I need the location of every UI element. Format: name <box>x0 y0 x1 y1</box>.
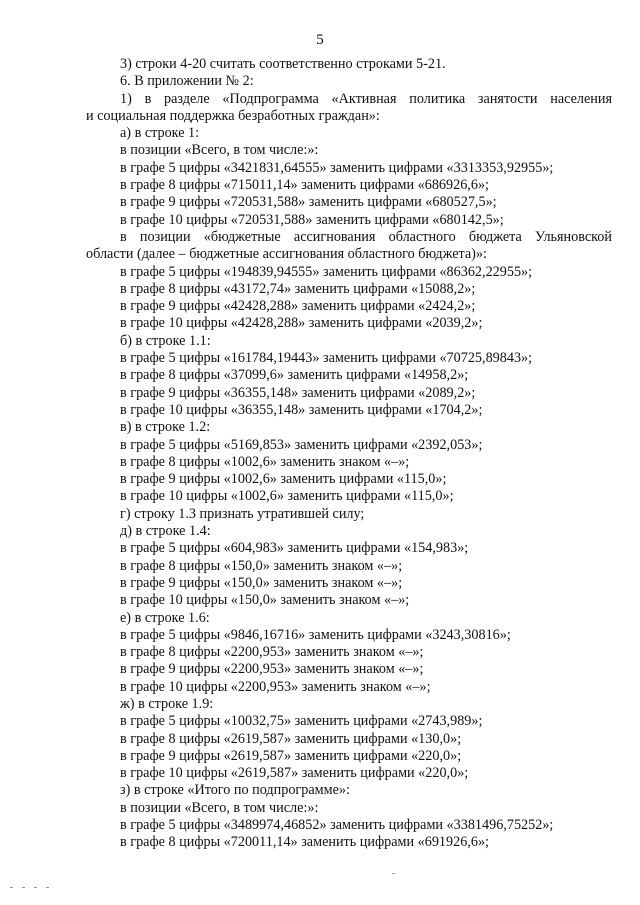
text-line: в графе 5 цифры «161784,19443» заменить цифрами «70725,89843»; <box>120 350 533 367</box>
text-line: в графе 5 цифры «10032,75» заменить цифрами «2743,989»; <box>120 713 483 730</box>
text-line: б) в строке 1.1: <box>120 332 211 349</box>
text-line: в графе 5 цифры «3489974,46852» заменить цифрами «3381496,75252»; <box>120 817 554 834</box>
text-line: и социальная поддержка безработных граждан»: <box>86 107 380 124</box>
text-line: в графе 5 цифры «194839,94555» заменить цифрами «86362,22955»; <box>120 263 533 280</box>
text-line: в) в строке 1.2: <box>120 419 211 436</box>
text-line: в графе 9 цифры «36355,148» заменить цифрами «2089,2»; <box>120 384 476 401</box>
text-line: в графе 10 цифры «36355,148» заменить цифрами «1704,2»; <box>120 401 483 418</box>
text-line: 3) строки 4-20 считать соответственно строками 5-21. <box>120 56 446 72</box>
text-line: в позиции «Всего, в том числе:»: <box>120 799 319 816</box>
text-line: ж) в строке 1.9: <box>120 695 214 712</box>
text-line: в графе 5 цифры «5169,853» заменить цифрами «2392,053»; <box>120 436 483 453</box>
scan-artifacts <box>0 887 640 891</box>
text-line: з) в строке «Итого по подпрограмме»: <box>120 782 350 799</box>
text-line: в графе 8 цифры «720011,14» заменить цифрами «691926,6»; <box>120 834 489 851</box>
text-line: в позиции «Всего, в том числе:»: <box>120 142 319 159</box>
text-line: в графе 9 цифры «2619,587» заменить цифрами «220,0»; <box>120 747 462 764</box>
text-line: в графе 9 цифры «150,0» заменить знаком «–»; <box>120 574 403 591</box>
text-line: 6. В приложении № 2: <box>120 73 254 90</box>
text-line: г) строку 1.3 признать утратившей силу; <box>120 505 365 522</box>
document-body <box>86 56 612 852</box>
text-line: в графе 5 цифры «604,983» заменить цифрами «154,983»; <box>120 540 469 557</box>
text-line: в графе 8 цифры «715011,14» заменить цифрами «686926,6»; <box>120 177 489 194</box>
text-line: в графе 9 цифры «1002,6» заменить цифрами «115,0»; <box>120 471 447 488</box>
text-line: а) в строке 1: <box>120 125 200 142</box>
text-line: в графе 10 цифры «150,0» заменить знаком «–»; <box>120 592 410 609</box>
text-line: в графе 10 цифры «42428,288» заменить цифрами «2039,2»; <box>120 315 483 332</box>
text-line: в графе 8 цифры «2200,953» заменить знаком «–»; <box>120 644 424 661</box>
text-line: в графе 8 цифры «2619,587» заменить цифрами «130,0»; <box>120 730 462 747</box>
text-line: в графе 9 цифры «720531,588» заменить цифрами «680527,5»; <box>120 194 497 211</box>
text-line: в графе 5 цифры «3421831,64555» заменить цифрами «3313353,92955»; <box>120 159 554 176</box>
text-line: в графе 5 цифры «9846,16716» заменить цифрами «3243,30816»; <box>120 626 511 643</box>
text-line: в позиции «бюджетные ассигнования областного бюджета Ульяновской <box>120 228 612 245</box>
text-line: области (далее – бюджетные ассигнования областного бюджета)»: <box>86 246 487 263</box>
text-line: в графе 8 цифры «150,0» заменить знаком «–»; <box>120 557 403 574</box>
text-line: в графе 10 цифры «1002,6» заменить цифрами «115,0»; <box>120 488 454 505</box>
page-number: 5 <box>316 32 324 48</box>
text-line: в графе 10 цифры «2619,587» заменить цифрами «220,0»; <box>120 765 469 782</box>
text-line: в графе 9 цифры «2200,953» заменить знаком «–»; <box>120 661 424 678</box>
text-line: в графе 8 цифры «37099,6» заменить цифрами «14958,2»; <box>120 367 469 384</box>
text-line: е) в строке 1.6: <box>120 609 210 626</box>
text-line: д) в строке 1.4: <box>120 523 211 540</box>
text-line: в графе 10 цифры «2200,953» заменить знаком «–»; <box>120 678 431 695</box>
text-line: в графе 8 цифры «43172,74» заменить цифрами «15088,2»; <box>120 280 476 297</box>
text-line: 1) в разделе «Подпрограмма «Активная политика занятости населения <box>120 90 612 107</box>
text-line: в графе 9 цифры «42428,288» заменить цифрами «2424,2»; <box>120 298 476 315</box>
text-line: в графе 8 цифры «1002,6» заменить знаком «–»; <box>120 453 410 470</box>
text-line: в графе 10 цифры «720531,588» заменить цифрами «680142,5»; <box>120 211 504 228</box>
